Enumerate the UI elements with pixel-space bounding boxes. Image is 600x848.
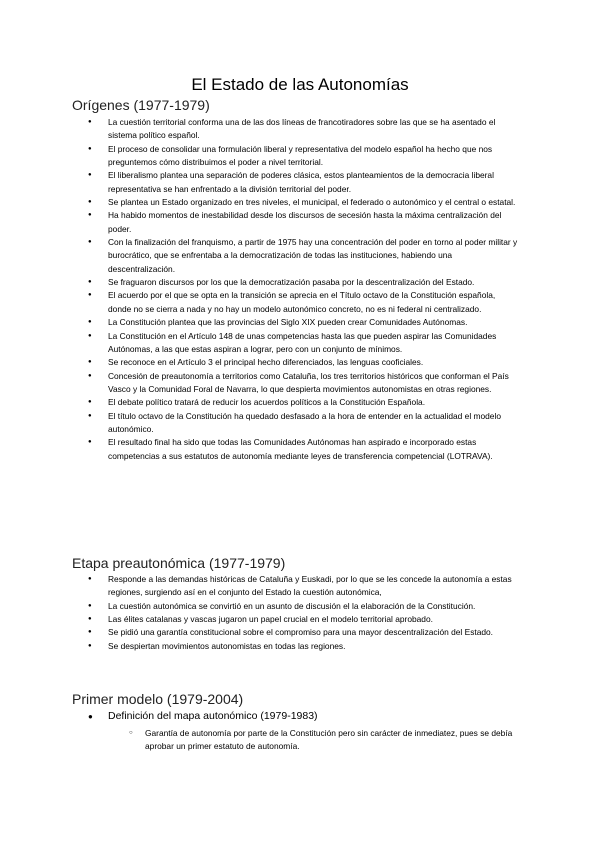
list-item: ● El liberalismo plantea una separación de poderes clásica, estos planteamientos de la democracia liberal representativa se han enfrentado a la división territorial del poder. <box>0 169 600 196</box>
list-item: ● La Constitución plantea que las provincias del Siglo XIX pueden crear Comunidades Autónomas. <box>0 316 600 329</box>
document-title: El Estado de las Autonomías <box>191 75 409 94</box>
section-heading-origenes: Orígenes (1977-1979) <box>72 97 210 113</box>
sub-list-item: ○ Garantía de autonomía por parte de la Constitución pero sin carácter de inmediatez, pues se debía aprobar un primer estatuto de autonomía. <box>0 727 600 754</box>
bullet-list-primer-modelo <box>0 709 600 724</box>
list-item: ● La Constitución en el Artículo 148 de unas competencias hasta las que pueden aspirar las Comunidades Autónomas, a las que estas aspiran a lograr, pero con un conjunto de mínimos. <box>0 330 600 357</box>
list-item: ● Definición del mapa autonómico (1979-1983) <box>0 709 600 724</box>
bullet-list-etapa-preautonomica <box>0 573 600 653</box>
section-heading-primer-modelo: Primer modelo (1979-2004) <box>72 691 244 707</box>
list-item: ● La cuestión territorial conforma una de las dos líneas de francotiradores sobre las que se ha asentado el sistema político español. <box>0 116 600 143</box>
list-item: ● El debate político tratará de reducir los acuerdos políticos a la Constitución Española. <box>0 396 600 409</box>
sub-bullet-list-primer-modelo <box>0 727 600 754</box>
bullet-list-origenes <box>0 116 600 463</box>
list-item: ● Concesión de preautonomía a territorios como Cataluña, los tres territorios históricos que conforman el País Vasco y la Comunidad Foral de Navarra, lo que despierta movimientos autonomistas en otras regiones. <box>0 370 600 397</box>
list-item: ● Se reconoce en el Artículo 3 el principal hecho diferenciados, las lenguas cooficiales. <box>0 356 600 369</box>
list-item: ● Con la finalización del franquismo, a partir de 1975 hay una concentración del poder en torno al poder militar y burocrático, que se enfrentaba a la democratización de todas las instituciones, habiendo una descentralización. <box>0 236 600 276</box>
list-item: ● El proceso de consolidar una formulación liberal y representativa del modelo español ha hecho que nos preguntemos cómo distribuimos el poder a nivel territorial. <box>0 143 600 170</box>
list-item: ● La cuestión autonómica se convirtió en un asunto de discusión el la elaboración de la Constitución. <box>0 600 600 613</box>
section-heading-etapa-preautonomica: Etapa preautonómica (1977-1979) <box>72 555 286 571</box>
list-item: ● El acuerdo por el que se opta en la transición se aprecia en el Título octavo de la Constitución española, donde no se cierra a nada y no hay un modelo autonómico concreto, no es ni federal ni centralizado. <box>0 289 600 316</box>
list-item: ● Ha habido momentos de inestabilidad desde los discursos de secesión hasta la máxima centralización del poder. <box>0 209 600 236</box>
list-item: ● Responde a las demandas históricas de Cataluña y Euskadi, por lo que se les concede la autonomía a estas regiones, surgiendo así en el conjunto del Estado la cuestión autonómica, <box>0 573 600 600</box>
list-item: ● Las élites catalanas y vascas jugaron un papel crucial en el modelo territorial aprobado. <box>0 613 600 626</box>
list-item: ● Se plantea un Estado organizado en tres niveles, el municipal, el federado o autonómico y el central o estatal. <box>0 196 600 209</box>
list-item: ● El título octavo de la Constitución ha quedado desfasado a la hora de entender en la actualidad el modelo autonómico. <box>0 410 600 437</box>
list-item: ● Se fraguaron discursos por los que la democratización pasaba por la descentralización del Estado. <box>0 276 600 289</box>
list-item: ● Se despiertan movimientos autonomistas en todas las regiones. <box>0 640 600 653</box>
list-item: ● El resultado final ha sido que todas las Comunidades Autónomas han aspirado e incorporado estas competencias a sus estatutos de autonomía mediante leyes de transferencia competencial (LOTRAVA). <box>0 436 600 463</box>
list-item: ● Se pidió una garantía constitucional sobre el compromiso para una mayor descentralización del Estado. <box>0 626 600 639</box>
